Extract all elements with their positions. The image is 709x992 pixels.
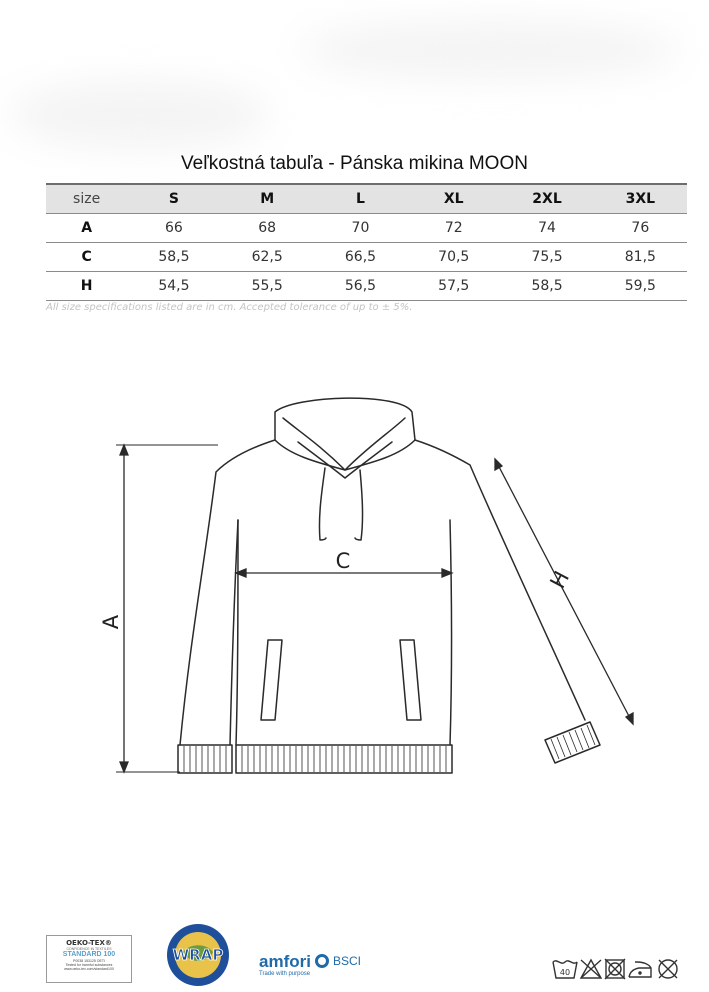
label-c: C [335, 549, 351, 573]
table-cell: 70 [351, 220, 370, 236]
table-cell: 74 [538, 220, 556, 236]
amfori-circle-icon [315, 954, 329, 968]
amfori-bsci-logo [259, 952, 361, 977]
column-header: M [260, 191, 275, 207]
table-cell: 75,5 [531, 249, 563, 265]
amfori-tagline: Trade with purpose [259, 971, 311, 977]
column-header: 3XL [625, 191, 656, 207]
table-cell: 66,5 [344, 249, 377, 265]
table-cell: 62,5 [251, 249, 283, 265]
left-cuff-ribbing [184, 746, 226, 772]
oeko-tex-tested: Tested for harmful substances [65, 963, 113, 967]
column-header: XL [443, 191, 464, 207]
no-bleach-icon [581, 960, 601, 978]
oeko-tex-standard: STANDARD 100 [62, 951, 116, 958]
table-row [46, 214, 687, 243]
drawstring-left [319, 468, 326, 540]
column-header: L [356, 191, 365, 207]
row-label: H [80, 278, 93, 294]
table-cell: 76 [631, 220, 650, 236]
iron-low-icon [629, 962, 651, 977]
table-cell: 58,5 [158, 249, 190, 265]
hood-outline [275, 398, 415, 470]
oeko-tex-url: www.oeko-tex.com/standard100 [64, 967, 114, 971]
column-header: 2XL [532, 191, 562, 207]
size-table [46, 183, 687, 301]
left-pocket [261, 640, 282, 720]
no-tumble-dry-icon [605, 959, 625, 979]
hoodie-diagram [0, 380, 709, 800]
oeko-tex-name: OEKO-TEX® [66, 939, 112, 947]
amfori-brand: amfori [259, 952, 311, 971]
right-cuff [545, 722, 600, 763]
table-cell: 59,5 [624, 278, 656, 294]
table-cell: 56,5 [344, 278, 377, 294]
table-cell: 70,5 [438, 249, 470, 265]
table-row [46, 272, 687, 301]
background-smudge [10, 80, 270, 150]
page-title: Veľkostná tabuľa - Pánska mikina MOON [181, 153, 528, 174]
background-smudge [300, 20, 680, 80]
right-cuff-ribbing [551, 725, 595, 759]
amfori-bsci: BSCI [332, 954, 361, 968]
oeko-tex-code: P0038 153125 OETI [73, 959, 105, 963]
table-cell: 54,5 [158, 278, 190, 294]
column-header: size [73, 191, 101, 207]
care-symbols [551, 956, 691, 982]
table-cell: 57,5 [438, 278, 470, 294]
drawstring-right [355, 470, 363, 540]
column-header: S [168, 191, 179, 207]
wrap-name: WRAP [172, 946, 224, 964]
left-cuff [178, 745, 232, 773]
table-cell: 68 [258, 220, 277, 236]
table-cell: 66 [164, 220, 183, 236]
table-cell: 58,5 [531, 278, 563, 294]
table-row [46, 243, 687, 272]
table-cell: 55,5 [251, 278, 283, 294]
row-label: A [81, 220, 93, 236]
tolerance-note: All size specifications listed are in cm. Accepted tolerance of up to ± 5%. [46, 302, 413, 313]
no-dry-clean-icon [659, 960, 677, 978]
wash-40-icon [553, 961, 577, 978]
oeko-tex-subtitle: CONFIDENCE IN TEXTILES [66, 947, 112, 951]
waistband-ribbing [242, 746, 446, 772]
row-label: C [81, 249, 92, 265]
right-pocket [400, 640, 421, 720]
table-cell: 81,5 [624, 249, 656, 265]
table-header-row [46, 184, 687, 214]
wrap-logo [165, 922, 231, 988]
table-cell: 72 [444, 220, 463, 236]
oeko-tex-logo [46, 935, 132, 983]
wash-temp: 40 [559, 968, 571, 977]
body-outline [180, 440, 585, 745]
label-h: H [545, 567, 575, 593]
label-a: A [99, 614, 123, 630]
